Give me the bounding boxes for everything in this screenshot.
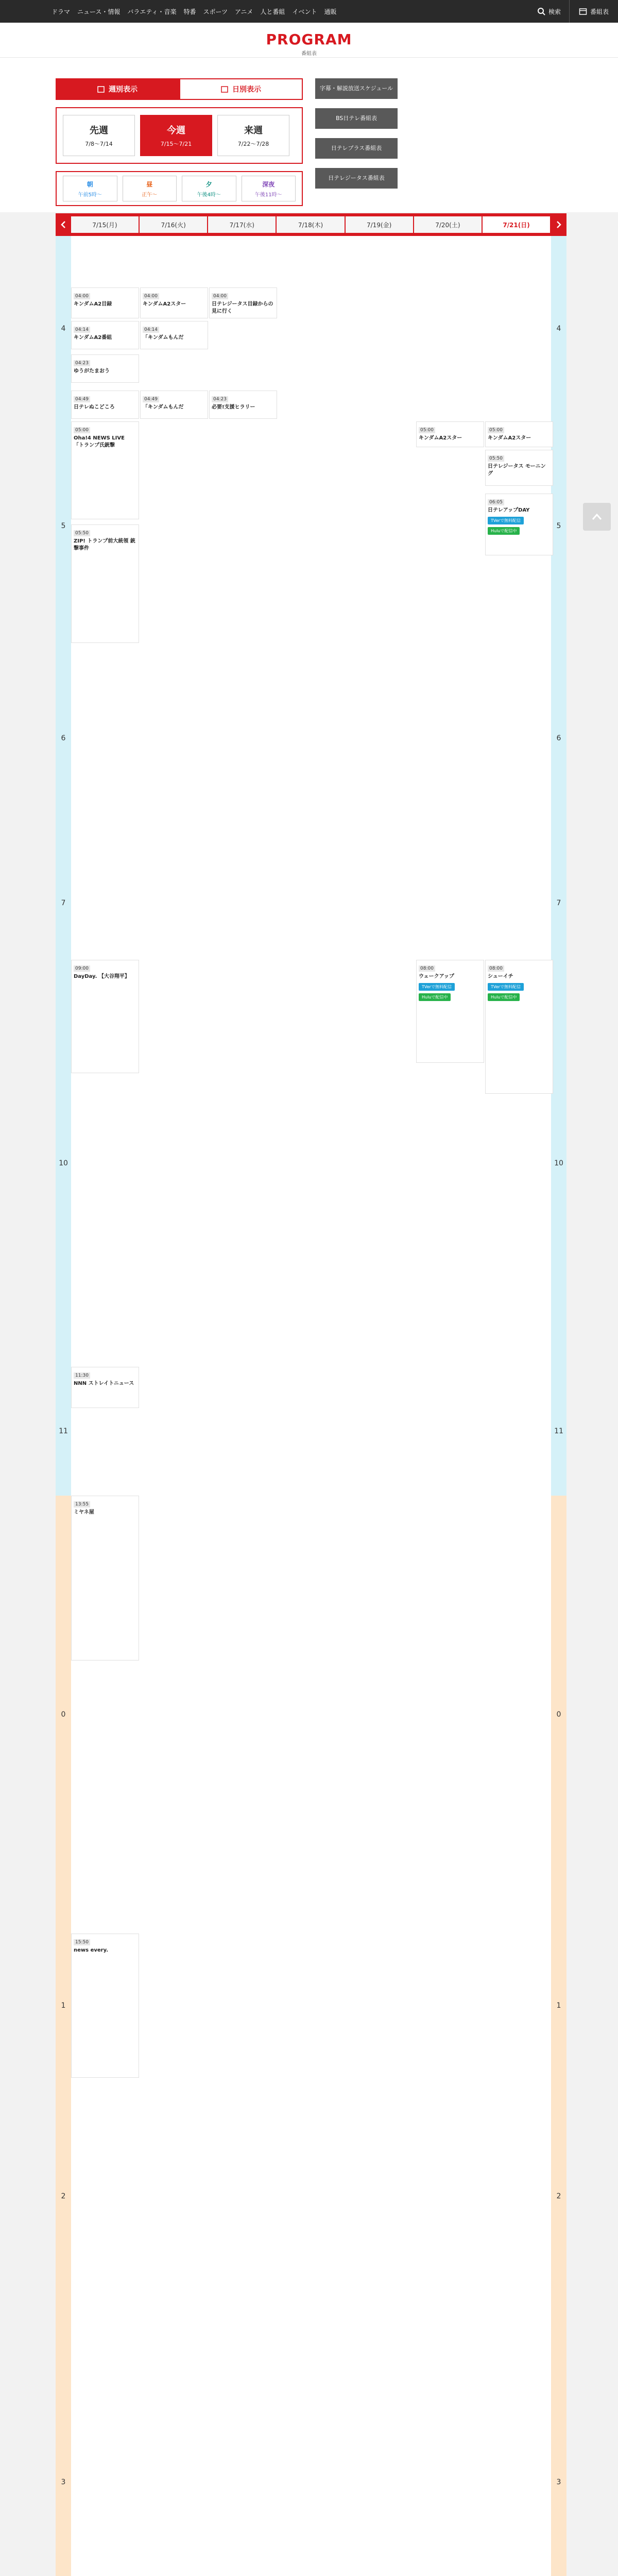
top-nav bbox=[0, 0, 618, 23]
subtitle-schedule-button[interactable]: 字幕・解説放送スケジュール bbox=[315, 78, 398, 99]
date-header-3: 7/18(木) bbox=[277, 216, 344, 233]
program-card[interactable] bbox=[71, 354, 139, 383]
program-title: 日テレジータス目録からの見に行く bbox=[212, 301, 273, 314]
program-card[interactable] bbox=[416, 421, 484, 447]
prev-week-arrow[interactable] bbox=[56, 213, 71, 236]
plus-guide-button[interactable]: 日テレプラス番組表 bbox=[315, 138, 398, 159]
controls-panel bbox=[0, 58, 618, 212]
chevron-up-icon bbox=[592, 513, 602, 520]
hour-label-left: 2 bbox=[56, 2078, 71, 2315]
slot-daytime-label: 昼 bbox=[146, 180, 153, 188]
hour-label-right: 2 bbox=[551, 2078, 566, 2315]
program-card[interactable] bbox=[209, 391, 277, 419]
program-title: 日テレアップDAY bbox=[488, 507, 530, 513]
program-card[interactable] bbox=[485, 960, 553, 1094]
program-card[interactable] bbox=[71, 321, 139, 349]
program-title: キンダムA2目録 bbox=[74, 301, 112, 307]
slot-daytime-button[interactable] bbox=[123, 176, 177, 201]
program-time: 04:14 bbox=[74, 327, 90, 333]
program-card[interactable] bbox=[140, 391, 208, 419]
slot-morning-button[interactable] bbox=[63, 176, 117, 201]
week-selector bbox=[56, 107, 303, 164]
hour-label-right: 10 bbox=[551, 960, 566, 1367]
date-header-0: 7/15(月) bbox=[71, 216, 139, 233]
program-time: 04:00 bbox=[74, 293, 90, 299]
program-title: キンダムA2スター bbox=[143, 301, 186, 307]
program-title: Oha!4 NEWS LIVE 「トランプ氏銃撃 bbox=[74, 435, 125, 448]
nav-item-variety[interactable]: バラエティ・音楽 bbox=[127, 8, 177, 15]
next-week-arrow[interactable] bbox=[551, 213, 566, 236]
program-card[interactable] bbox=[71, 960, 139, 1073]
program-card[interactable] bbox=[71, 1934, 139, 2078]
slot-night-label: 深夜 bbox=[262, 180, 275, 188]
hour-label-right: 1 bbox=[551, 1934, 566, 2078]
date-header-4: 7/19(金) bbox=[346, 216, 413, 233]
hulu-button[interactable]: Huluで配信中 bbox=[488, 527, 520, 535]
hour-label-right: 4 bbox=[551, 236, 566, 421]
week-next-label: 来週 bbox=[244, 125, 263, 136]
nav-right bbox=[529, 0, 618, 23]
hour-label-left: 1 bbox=[56, 1934, 71, 2078]
week-current-range: 7/15～7/21 bbox=[160, 141, 192, 147]
tver-button[interactable]: TVerで無料配信 bbox=[488, 517, 524, 524]
hour-label-left: 7 bbox=[56, 846, 71, 960]
guide-label: 番組表 bbox=[590, 8, 609, 15]
tver-button[interactable]: TVerで無料配信 bbox=[419, 983, 455, 991]
program-card[interactable] bbox=[485, 450, 553, 486]
program-time: 04:49 bbox=[143, 396, 159, 402]
program-time: 11:30 bbox=[74, 1372, 90, 1379]
mode-tabs bbox=[56, 78, 303, 100]
slot-evening-label: 夕 bbox=[205, 180, 212, 188]
time-slot-selector bbox=[56, 171, 303, 206]
tab-weekly[interactable] bbox=[56, 78, 179, 100]
hour-label-right: 0 bbox=[551, 1496, 566, 1934]
program-card[interactable] bbox=[209, 287, 277, 318]
date-header-2: 7/17(水) bbox=[208, 216, 276, 233]
program-card[interactable] bbox=[485, 494, 553, 555]
hulu-button[interactable]: Huluで配信中 bbox=[419, 993, 451, 1001]
week-prev-button[interactable] bbox=[63, 115, 135, 156]
week-current-label: 今週 bbox=[167, 125, 185, 136]
calendar-icon bbox=[579, 7, 587, 15]
hour-label-right: 6 bbox=[551, 630, 566, 846]
slot-morning-label: 朝 bbox=[87, 180, 93, 188]
program-title: 必要!支援ヒラリー bbox=[212, 404, 255, 410]
week-current-button[interactable] bbox=[140, 115, 212, 156]
page-title: PROGRAM bbox=[266, 31, 352, 48]
program-title: シューイチ bbox=[488, 974, 513, 979]
program-time: 05:50 bbox=[488, 455, 504, 462]
hour-label-left: 3 bbox=[56, 2315, 71, 2576]
program-time: 05:50 bbox=[74, 530, 90, 536]
program-card[interactable] bbox=[71, 1367, 139, 1408]
program-title: 日テレジータス モーニング bbox=[488, 464, 546, 477]
date-header-1: 7/16(火) bbox=[140, 216, 207, 233]
program-card[interactable] bbox=[140, 321, 208, 349]
search-label: 検索 bbox=[548, 8, 561, 15]
hour-label-left: 10 bbox=[56, 960, 71, 1367]
program-card[interactable] bbox=[416, 960, 484, 1063]
calendar-day-icon bbox=[221, 86, 228, 93]
page-subtitle: 番組表 bbox=[301, 51, 317, 57]
search-icon bbox=[537, 7, 545, 15]
nav-item-shop[interactable]: 通販 bbox=[324, 8, 337, 15]
slot-night-button[interactable] bbox=[242, 176, 296, 201]
tab-daily[interactable] bbox=[179, 78, 303, 100]
hour-label-right: 3 bbox=[551, 2315, 566, 2576]
hour-label-right: 11 bbox=[551, 1367, 566, 1496]
program-time: 05:00 bbox=[419, 427, 435, 433]
gtas-guide-button[interactable]: 日テレジータス番組表 bbox=[315, 168, 398, 189]
chevron-right-icon bbox=[556, 221, 561, 228]
date-bar bbox=[56, 213, 566, 236]
program-title: NNN ストレイトニュース bbox=[74, 1381, 134, 1386]
tab-daily-label: 日別表示 bbox=[232, 86, 261, 94]
program-time: 04:14 bbox=[143, 327, 159, 333]
program-card[interactable] bbox=[71, 524, 139, 643]
program-card[interactable] bbox=[140, 287, 208, 318]
hour-label-left: 6 bbox=[56, 630, 71, 846]
hour-label-right: 5 bbox=[551, 421, 566, 630]
program-title: キンダムA2スター bbox=[488, 435, 531, 441]
search-button[interactable] bbox=[529, 0, 570, 23]
program-card[interactable] bbox=[71, 287, 139, 318]
program-card[interactable] bbox=[485, 421, 553, 447]
scroll-to-top-button[interactable] bbox=[583, 503, 611, 531]
program-time: 04:00 bbox=[143, 293, 159, 299]
week-prev-label: 先週 bbox=[90, 125, 108, 136]
calendar-week-icon bbox=[97, 86, 105, 93]
program-time: 04:23 bbox=[212, 396, 228, 402]
program-grid bbox=[56, 213, 566, 2576]
program-time: 13:55 bbox=[74, 1501, 90, 1507]
program-title: 「キンダムもんだ bbox=[143, 335, 184, 341]
program-title: ゆうがたまおう bbox=[74, 368, 110, 374]
program-title: 日テレぬこどころ bbox=[74, 404, 115, 410]
hour-label-left: 11 bbox=[56, 1367, 71, 1496]
slot-night-range: 午後11時～ bbox=[254, 192, 282, 198]
program-time: 06:05 bbox=[488, 499, 504, 505]
nav-item-event[interactable]: イベント bbox=[292, 8, 317, 15]
program-title: ウェークアップ bbox=[419, 974, 454, 979]
program-time: 08:00 bbox=[488, 965, 504, 972]
program-title: DayDay. 【大谷翔平】 bbox=[74, 974, 130, 979]
program-time: 04:23 bbox=[74, 360, 90, 366]
nav-item-sports[interactable]: スポーツ bbox=[203, 8, 228, 15]
program-time: 09:00 bbox=[74, 965, 90, 972]
nav-item-anime[interactable]: アニメ bbox=[235, 8, 253, 15]
hour-label-left: 4 bbox=[56, 236, 71, 421]
program-time: 15:50 bbox=[74, 1939, 90, 1945]
program-title: news every. bbox=[74, 1947, 108, 1953]
program-title: キンダムA2スター bbox=[419, 435, 462, 441]
week-prev-range: 7/8～7/14 bbox=[85, 141, 113, 147]
program-time: 04:00 bbox=[212, 293, 228, 299]
program-time: 04:49 bbox=[74, 396, 90, 402]
tver-button[interactable]: TVerで無料配信 bbox=[488, 983, 524, 991]
date-header-6: 7/21(日) bbox=[483, 216, 550, 233]
program-title: キンダムA2番組 bbox=[74, 335, 112, 341]
side-buttons bbox=[315, 78, 398, 198]
program-time: 05:00 bbox=[74, 427, 90, 433]
tab-weekly-label: 週別表示 bbox=[109, 86, 138, 94]
nav-item-people[interactable]: 人と番組 bbox=[260, 8, 285, 15]
slot-daytime-range: 正午～ bbox=[142, 192, 158, 198]
chevron-left-icon bbox=[61, 221, 66, 228]
page-header bbox=[0, 23, 618, 58]
slot-morning-range: 午前5時～ bbox=[78, 192, 102, 198]
nav-item-news[interactable]: ニュース・情報 bbox=[77, 8, 121, 15]
slot-evening-button[interactable] bbox=[182, 176, 236, 201]
week-next-range: 7/22～7/28 bbox=[237, 141, 269, 147]
program-title: ミヤネ屋 bbox=[74, 1510, 94, 1515]
hour-label-left: 0 bbox=[56, 1496, 71, 1934]
program-title: ZIP! トランプ前大統領 銃撃事件 bbox=[74, 538, 135, 551]
week-next-button[interactable] bbox=[217, 115, 289, 156]
hour-label-left: 5 bbox=[56, 421, 71, 630]
program-card[interactable] bbox=[71, 421, 139, 519]
hulu-button[interactable]: Huluで配信中 bbox=[488, 993, 520, 1001]
program-card[interactable] bbox=[71, 1496, 139, 1660]
bs-guide-button[interactable]: BS日テレ番組表 bbox=[315, 108, 398, 129]
nav-item-special[interactable]: 特番 bbox=[183, 8, 196, 15]
program-card[interactable] bbox=[71, 391, 139, 419]
program-time: 05:00 bbox=[488, 427, 504, 433]
program-time: 08:00 bbox=[419, 965, 435, 972]
guide-button[interactable] bbox=[570, 0, 618, 23]
nav-item-drama[interactable]: ドラマ bbox=[52, 8, 71, 15]
hour-label-right: 7 bbox=[551, 846, 566, 960]
date-header-5: 7/20(土) bbox=[414, 216, 482, 233]
slot-evening-range: 午後4時～ bbox=[197, 192, 221, 198]
program-title: 「キンダムもんだ bbox=[143, 404, 184, 410]
